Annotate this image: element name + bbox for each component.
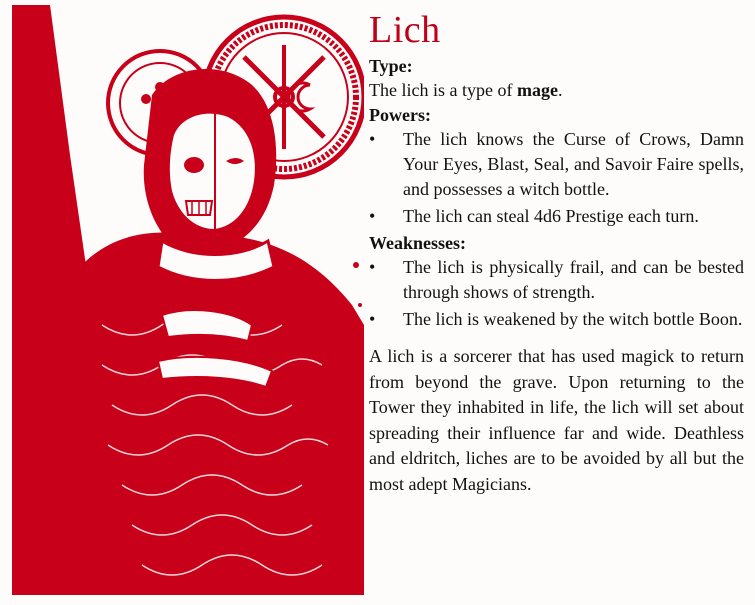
lich-illustration <box>12 5 364 595</box>
list-item <box>369 127 744 202</box>
type-text <box>369 78 744 103</box>
type-text-bold: mage <box>516 80 558 100</box>
list-item <box>369 307 744 332</box>
weakness-text: The lich is weakened by the witch bottle Boon. <box>403 309 743 329</box>
stat-block <box>369 6 744 515</box>
power-text: The lich can steal 4d6 Prestige each turn. <box>403 206 699 226</box>
type-text-lead: The lich is a type of <box>369 80 517 100</box>
powers-list <box>369 127 744 229</box>
weaknesses-heading: Weaknesses: <box>369 233 467 253</box>
list-item <box>369 204 744 229</box>
powers-heading: Powers: <box>369 105 431 125</box>
type-text-tail: . <box>557 80 563 100</box>
description-paragraph: A lich is a sorcerer that has used magick to return from beyond the grave. Upon returning to the Tower they inhabited in life, the lich will set about spreading their influence far and wide. Deathless and eldritch, liches are to be avoided by all but the most adept Magicians. <box>369 346 744 494</box>
weakness-text: The lich is physically frail, and can be bested through shows of strength. <box>403 257 744 302</box>
bullet-icon: • <box>369 257 376 277</box>
type-heading: Type: <box>369 56 413 76</box>
list-item <box>369 255 744 305</box>
weaknesses-list <box>369 255 744 332</box>
bullet-icon: • <box>369 129 376 149</box>
power-text: The lich knows the Curse of Crows, Damn Your Eyes, Blast, Seal, and Savoir Faire spells, and possesses a witch bottle. <box>403 129 744 199</box>
bullet-icon: • <box>369 206 376 226</box>
page-title: Lich <box>369 9 441 51</box>
bullet-icon: • <box>369 309 376 329</box>
